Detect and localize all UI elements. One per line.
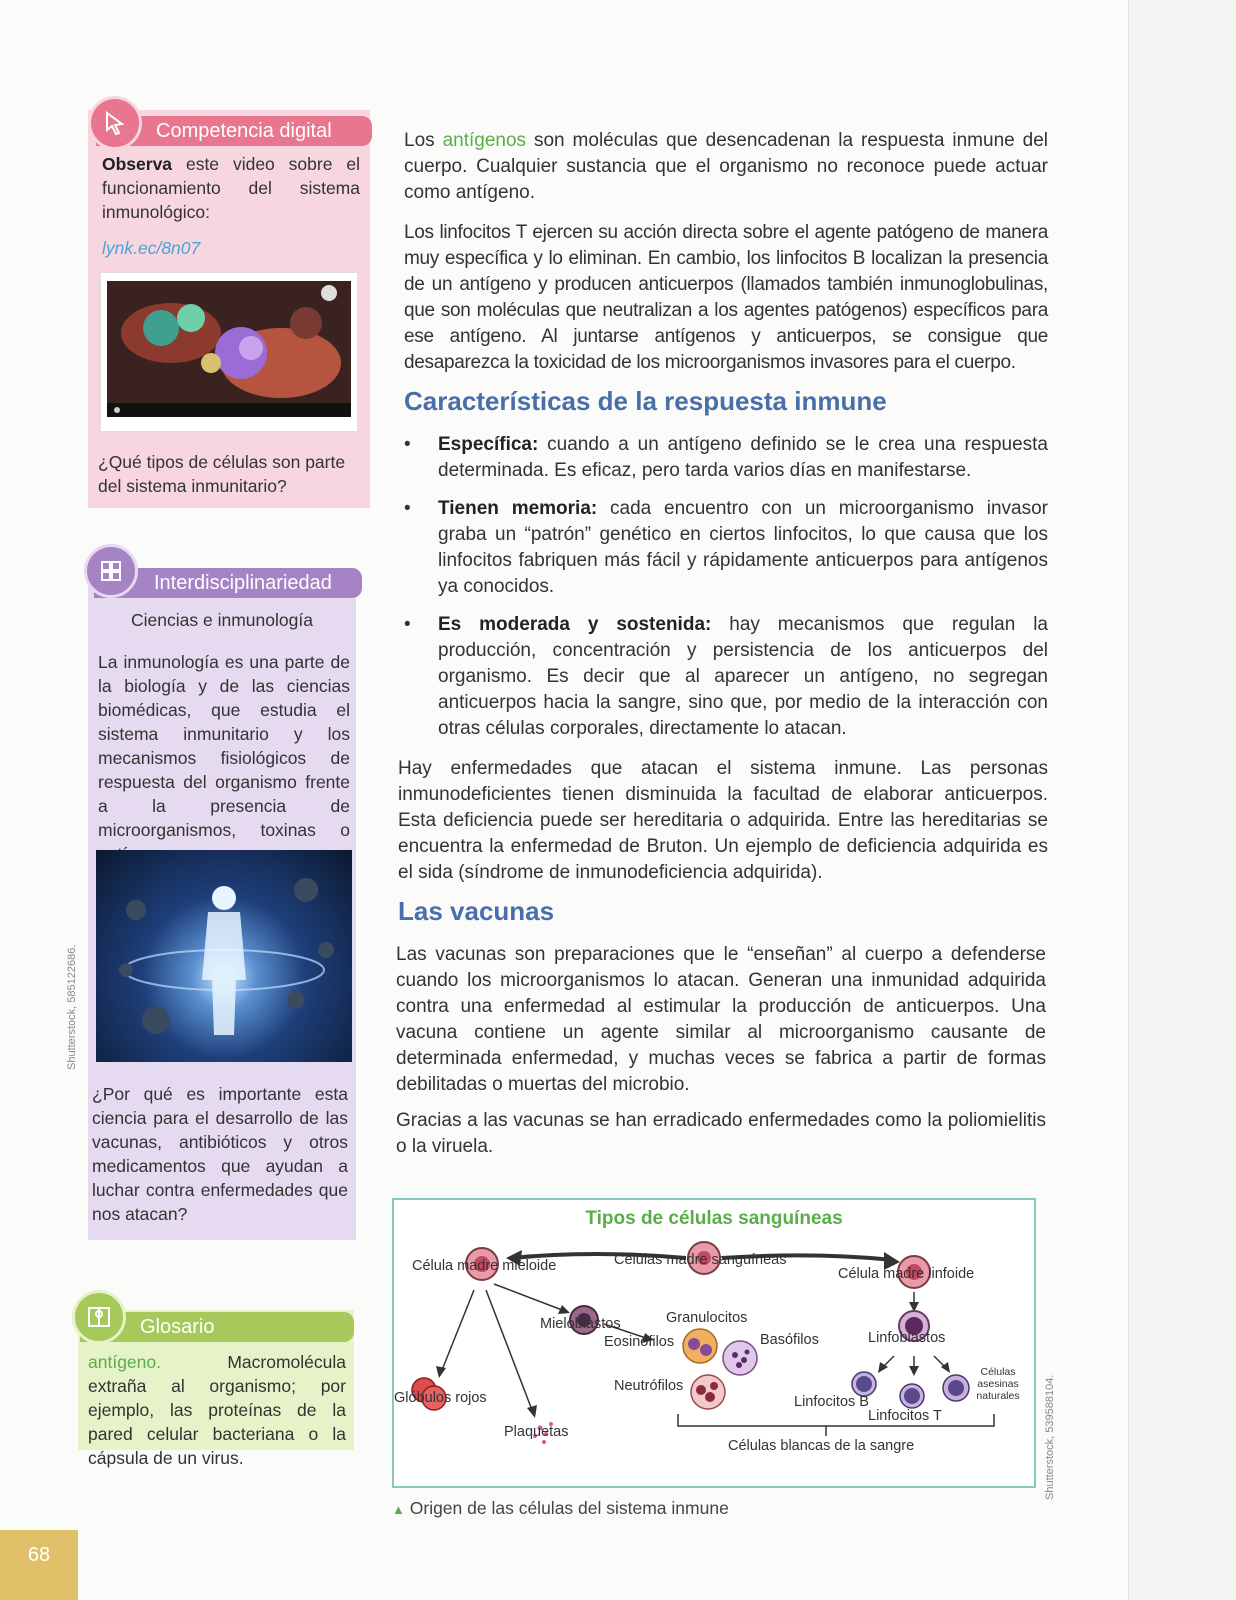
- bullet-especifica: [404, 432, 1048, 486]
- label-neutrofilos: Neutrófilos: [614, 1378, 684, 1394]
- paragraph-linfocitos: Los linfocitos T ejercen su acción directa sobre el agente patógeno de manera muy específica y lo eliminan. En cambio, los linfocitos B localizan la presencia de un antígeno y producen anticuerpos (llamados también inmunoglobulinas, que son moléculas que neutralizan a los agentes patógenos) específicos para ese antígeno. Al juntarse antígenos y anticuerpos, se consigue que desaparezca la toxicidad de los microorganismos invasores para el cuerpo.: [404, 222, 1048, 373]
- interdisciplinariedad-title: Interdisciplinariedad: [94, 568, 362, 598]
- interdisciplinariedad-question: ¿Por qué es importante esta ciencia para el desarrollo de las vacunas, antibióticos y otros medicamentos que ayudan a luchar contra enfermedades que nos atacan?: [92, 1084, 348, 1224]
- term-antigenos: antígenos: [442, 130, 527, 151]
- paragraph-enfermedades: Hay enfermedades que atacan el sistema inmune. Las personas inmunodeficientes tienen disminuida la facultad de elaborar anticuerpos. Esta deficiencia puede ser hereditaria o adquirida. Entre las hereditarias se encuentra la enfermedad de Bruton. Un ejemplo de deficiencia adquirida es el sida (síndrome de inmunodeficiencia adquirida).: [398, 758, 1048, 883]
- competencia-intro-text: este video sobre el funcionamiento del sistema inmunológico:: [102, 154, 360, 222]
- paragraph-erradicadas: Gracias a las vacunas se han erradicado enfermedades como la poliomielitis o la viruela.: [396, 1110, 1046, 1157]
- cursor-icon: [88, 96, 142, 150]
- label-mieloblastos: Mieloblastos: [540, 1316, 621, 1332]
- caption-text: Origen de las células del sistema inmune: [409, 1498, 729, 1518]
- label-linfocitos-b: Linfocitos B: [794, 1394, 869, 1410]
- paragraph-vacunas: Las vacunas son preparaciones que le “enseñan” al cuerpo a defenderse cuando los microorganismos lo atacan. Generan una inmunidad adquirida contra una enfermedad al estimular la producción de anticuerpos. Una vacuna contiene un agente similar al microorganismo causante de determinada enfermedad, y muchas veces se fabrica a partir de formas debilitadas o muertas del microbio.: [396, 944, 1046, 1095]
- bullet-body: cuando a un antígeno definido se le crea una respuesta determinada. Es eficaz, pero tarda varios días en manifestarse.: [438, 434, 1048, 481]
- competencia-question: ¿Qué tipos de células son parte del sistema inmunitario?: [98, 452, 346, 496]
- label-eosinofilos: Eosinófilos: [604, 1334, 675, 1350]
- caption-triangle-icon: ▲: [392, 1502, 405, 1517]
- competencia-digital-title: Competencia digital: [96, 116, 372, 146]
- label-basofilos: Basófilos: [760, 1332, 819, 1348]
- puzzle-icon: [84, 544, 138, 598]
- video-thumbnail[interactable]: [100, 272, 358, 432]
- glosario-title: Glosario: [80, 1312, 354, 1342]
- diagram-caption: [392, 1498, 729, 1519]
- sidebar-photo-credit: Shutterstock, 585122686.: [66, 944, 78, 1070]
- basophil-cell: [723, 1341, 757, 1375]
- bullet-memoria: [404, 496, 1048, 600]
- bullet-term: Específica:: [438, 434, 539, 455]
- eosinophil-cell: [683, 1329, 717, 1363]
- paragraph-antigenos: [404, 128, 1048, 206]
- glosario-definition: [88, 1350, 346, 1470]
- p1-post: son moléculas que desencadenan la respuesta inmune del cuerpo. Cualquier sustancia que el organismo no reconoce puede actuar como antígeno.: [404, 130, 1048, 203]
- diagram-title: Tipos de células sanguíneas: [585, 1208, 843, 1229]
- neutrophil-cell: [691, 1375, 725, 1409]
- white-cells-bracket: [678, 1414, 994, 1426]
- interdisciplinariedad-body: La inmunología es una parte de la biología y de las ciencias biomédicas, que estudia el sistema inmunitario y los mecanismos fisiológicos de respuesta del organismo frente a la presencia de microorganismos, toxinas o: [98, 652, 350, 840]
- label-globulos-rojos: Glóbulos rojos: [394, 1390, 487, 1406]
- competencia-intro: [102, 152, 360, 224]
- label-madre-sanguineas: Células madre sanguíneas: [614, 1252, 787, 1268]
- interdisciplinariedad-subtitle: Ciencias e inmunología: [131, 610, 313, 630]
- heading-vacunas: Las vacunas: [398, 896, 555, 926]
- label-asesinas: Células asesinas naturales: [976, 1366, 1020, 1402]
- label-granulocitos: Granulocitos: [666, 1310, 748, 1326]
- bullet-especifica-text: [438, 432, 1048, 484]
- glosario-definition-text: Macromolécula extraña al organismo; por ejemplo, las proteínas de la pared celular bacteriana o la cápsula de un virus.: [88, 1352, 346, 1468]
- competencia-intro-bold: Observa: [102, 154, 173, 174]
- p1-pre: Los: [404, 130, 443, 151]
- page-edge: [1128, 0, 1236, 1600]
- immunity-image: [96, 850, 352, 1062]
- heading-caracteristicas: Características de la respuesta inmune: [404, 386, 887, 416]
- video-link[interactable]: lynk.ec/8n07: [102, 238, 201, 258]
- bullet-body: cada encuentro con un microorganismo invasor graba un “patrón” genético en ciertos linfocitos, lo que causa que los linfocitos fabriquen más fácil y rápidamente anticuerpos para antígenos ya conocidos.: [438, 498, 1048, 597]
- bullet-moderada: [404, 612, 1048, 742]
- bullet-term: Tienen memoria:: [438, 498, 598, 519]
- label-madre-mieloide: Célula madre mieloide: [412, 1258, 557, 1274]
- bullet-dot: •: [404, 614, 411, 635]
- label-linfoblastos: Linfoblastos: [868, 1330, 946, 1346]
- bullet-body: hay mecanismos que regulan la producción, concentración y persistencia de los anticuerpos del organismo. Es decir que al aparecer un antígeno, no segregan anticuerpos hacia la sangre, sino que, por medio de la interacción con otras células corporales, directamente lo atacan.: [438, 614, 1049, 739]
- glosario-term: antígeno.: [88, 1352, 161, 1372]
- label-madre-linfoide: Célula madre linfoide: [838, 1266, 975, 1282]
- label-linfocitos-t: Linfocitos T: [868, 1408, 942, 1424]
- blood-cells-diagram: [392, 1198, 1036, 1488]
- bullet-term: Es moderada y sostenida:: [438, 614, 712, 635]
- bullet-dot: •: [404, 498, 411, 519]
- bullet-dot: •: [404, 434, 411, 455]
- page-number: 68: [0, 1530, 78, 1600]
- diagram-credit: Shutterstock, 539588104.: [1044, 1374, 1056, 1500]
- label-celulas-blancas: Células blancas de la sangre: [728, 1438, 915, 1454]
- bullet-moderada-text: [438, 612, 1048, 742]
- label-plaquetas: Plaquetas: [504, 1424, 569, 1440]
- book-icon: [72, 1290, 126, 1344]
- bullet-memoria-text: [438, 496, 1048, 600]
